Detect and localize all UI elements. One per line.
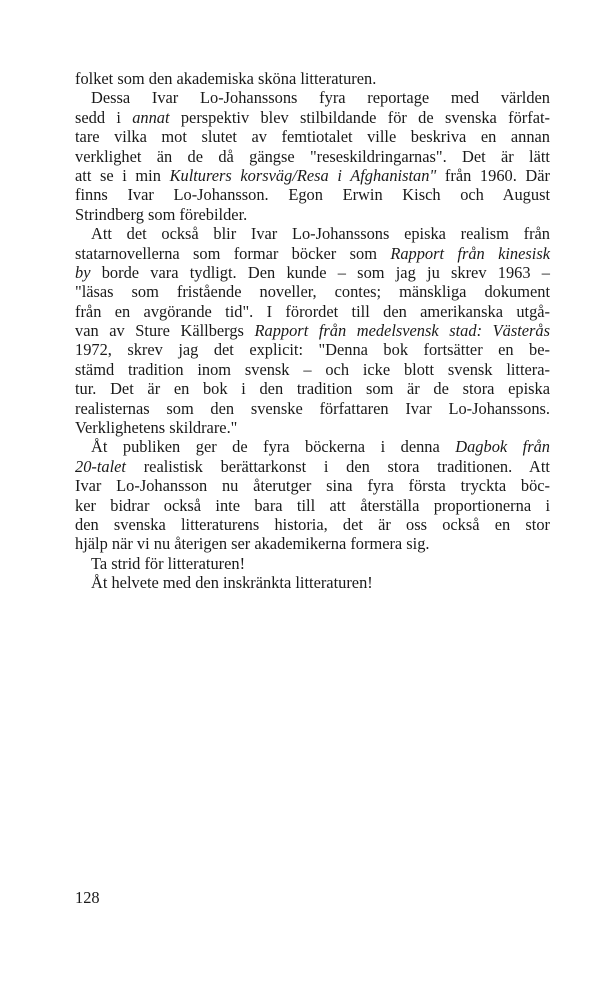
text-segment: tur. Det är en bok i den tradition som är de stora episka <box>75 379 550 399</box>
text-line <box>75 69 550 88</box>
text-segment: att se i min <box>75 165 170 185</box>
body-text <box>75 69 550 593</box>
text-line <box>75 263 550 282</box>
text-line <box>75 205 550 224</box>
text-line <box>75 515 550 534</box>
text-segment: realistisk berättarkonst i den stora traditionen. Att <box>125 456 550 476</box>
text-line <box>75 108 550 127</box>
text-segment: Strindberg som förebilder. <box>75 204 248 224</box>
text-line <box>75 88 550 107</box>
text-line <box>75 166 550 185</box>
text-line <box>75 244 550 263</box>
text-line <box>75 185 550 204</box>
text-segment: Ivar Lo-Johansson nu återutger sina fyra första tryckta böc- <box>75 476 550 496</box>
italic-title: 20-talet <box>75 456 126 476</box>
text-segment: från en avgörande tid". I förordet till den amerikanska utgå- <box>75 301 550 321</box>
text-segment: hjälp när vi nu återigen ser akademikerna formera sig. <box>75 534 430 554</box>
text-line <box>75 573 550 592</box>
text-line <box>75 399 550 418</box>
text-segment: statarnovellerna som formar böcker som <box>75 243 391 263</box>
text-segment: Ta strid för litteraturen! <box>91 553 246 573</box>
text-segment: borde vara tydligt. Den kunde – som jag ju skrev 1963 – <box>90 262 550 282</box>
text-segment: tare vilka mot slutet av femtiotalet ville beskriva en annan <box>75 127 550 147</box>
text-line <box>75 302 550 321</box>
text-segment: 1972, skrev jag det explicit: "Denna bok fortsätter en be- <box>75 340 550 360</box>
text-segment: realisternas som den svenske författaren Ivar Lo-Johanssons. <box>75 398 550 418</box>
text-segment: sedd i <box>75 107 133 127</box>
italic-title: Rapport från medelsvensk stad: Västerås <box>254 321 550 341</box>
text-line <box>75 147 550 166</box>
italic-title: by <box>75 262 91 282</box>
text-line <box>75 360 550 379</box>
text-segment: verklighet än de då gängse "reseskildringarnas". Det är lätt <box>75 146 550 166</box>
text-segment: den svenska litteraturens historia, det är oss också en stor <box>75 514 550 534</box>
text-line <box>75 437 550 456</box>
text-line <box>75 476 550 495</box>
text-line <box>75 127 550 146</box>
italic-title: Kulturers korsväg/Resa i Afghanistan" <box>169 165 437 185</box>
text-line <box>75 496 550 515</box>
text-line <box>75 457 550 476</box>
text-line <box>75 282 550 301</box>
text-segment: Åt helvete med den inskränkta litteraturen! <box>91 573 373 593</box>
text-segment: från 1960. Där <box>436 165 550 185</box>
italic-title: annat <box>132 107 170 127</box>
italic-title: Rapport från kinesisk <box>390 243 550 263</box>
text-segment: folket som den akademiska sköna litteraturen. <box>75 69 377 88</box>
text-line <box>75 321 550 340</box>
text-line <box>75 379 550 398</box>
text-line <box>75 534 550 553</box>
text-line <box>75 340 550 359</box>
text-line <box>75 224 550 243</box>
text-segment: Dessa Ivar Lo-Johanssons fyra reportage med världen <box>91 88 550 108</box>
italic-title: Dagbok från <box>455 437 550 457</box>
text-segment: ker bidrar också inte bara till att återställa proportionerna i <box>75 495 550 515</box>
text-line <box>75 418 550 437</box>
text-segment: Åt publiken ger de fyra böckerna i denna <box>91 437 456 457</box>
text-segment: van av Sture Källbergs <box>75 321 255 341</box>
text-segment: perspektiv blev stilbildande för de svenska förfat- <box>169 107 550 127</box>
text-segment: stämd tradition inom svensk – och icke blott svensk littera- <box>75 359 550 379</box>
text-segment: Att det också blir Ivar Lo-Johanssons episka realism från <box>91 224 550 244</box>
text-segment: "läsas som fristående noveller, contes; mänskliga dokument <box>75 282 550 302</box>
text-segment: Verklighetens skildrare." <box>75 418 238 438</box>
text-segment: finns Ivar Lo-Johansson. Egon Erwin Kisch och August <box>75 185 550 205</box>
page-number: 128 <box>75 888 100 907</box>
text-line <box>75 554 550 573</box>
